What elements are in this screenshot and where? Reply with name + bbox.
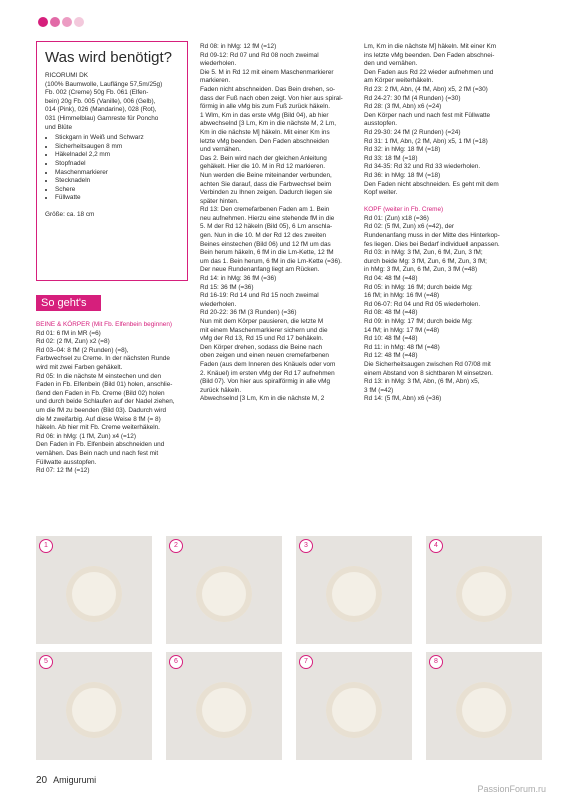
materials-list — [45, 134, 179, 203]
instruction-line: Rd 08: 48 fM (=48) — [364, 309, 418, 317]
instruction-line: Rd 09: in hMg: 17 fM; durch beide Mg: — [364, 318, 473, 325]
instruction-line: die M zweifarbig. Auf diese Weise 8 fM (= 8) — [36, 415, 161, 423]
instruction-line: mit einem Maschenmarkierer sichern und die — [200, 326, 328, 334]
instruction-line: wird mit zwei Farben gehäkelt. — [36, 363, 123, 371]
instruction-line: Rd 10: 48 fM (=48) — [364, 335, 418, 343]
instruction-line: Bein herum häkeln, 6 fM in die Lm-Kette, 12 fM — [200, 249, 334, 257]
instruction-line: und durch beide Schlaufen auf der Nadel ziehen, — [36, 398, 175, 406]
step-photo — [296, 536, 412, 644]
instruction-line: Rd 12: 48 fM (=48) — [364, 352, 418, 360]
yarn-piece — [66, 566, 122, 622]
instruction-line: und vernähen. — [200, 146, 241, 154]
instruction-line: vernähen. Das Bein nach und nach fest mit — [36, 449, 159, 457]
instruction-line: Füllwatte ausstopfen. — [36, 458, 97, 466]
instruction-line: (Bild 07). Von hier aus spiralförmig in alle vMg — [200, 378, 330, 386]
instruction-line: Rd 13: in hMg: 3 fM, Abn, (6 fM, Abn) x5, — [364, 378, 480, 386]
size-text: Größe: ca. 18 cm — [45, 210, 95, 218]
materials-line: Fb. 002 (Creme) 50g Fb. 061 (Elfen- — [45, 89, 149, 97]
instruction-line: Rd 11: in hMg: 48 fM (=48) — [364, 343, 440, 351]
instruction-line: abwechselnd [3 Lm, Km in die nächste M, 2 Lm, — [200, 120, 337, 128]
instruction-line: Rd 05: In die nächste M einstechen und den — [36, 372, 162, 380]
instruction-line: achten Sie darauf, dass die Farbwechsel beim — [200, 180, 332, 188]
instruction-line: Rd 23: 2 fM, Abn, (4 fM, Abn) x5, 2 fM (=30) — [364, 85, 488, 93]
instruction-line: ausstopfen. — [364, 120, 398, 128]
instruction-line: später hinten. — [200, 197, 239, 205]
instruction-line: Abwechselnd [3 Lm, Km in die nächste M, 2 — [200, 395, 325, 403]
instruction-line: durch beide Mg: 3 fM, Zun, 6 fM, Zun, 3 fM; — [364, 257, 487, 265]
materials-line: bein) 20g Fb. 005 (Vanille), 006 (Gelb), — [45, 97, 156, 105]
instruction-line: Rd 33: 18 fM (=18) — [364, 154, 418, 162]
instruction-line: 16 fM; in hMg: 16 fM (=48) — [364, 292, 440, 300]
instruction-line: Verbinden zu Ihnen zeigen. Dadurch liegen sie — [200, 189, 333, 197]
materials-line: 014 (Pink), 026 (Mandarine), 028 (Rot), — [45, 106, 157, 114]
instructions-column-3 — [364, 43, 534, 404]
instruction-line: wiederholen. — [200, 60, 237, 68]
instruction-line: letzte vMg beenden. Den Faden abschneiden — [200, 137, 329, 145]
step-number: 5 — [39, 655, 53, 669]
materials-line: 031 (Himmelblau) Garnreste für Poncho — [45, 114, 159, 122]
instruction-line: markieren. — [200, 77, 231, 85]
instruction-line: Rd 07: 12 fM (=12) — [36, 467, 90, 475]
instruction-line: Rd 36: in hMg: 18 fM (=18) — [364, 171, 441, 179]
instruction-line: Rd 20-22: 36 fM (3 Runden) (=36) — [200, 309, 297, 317]
instruction-line: Rd 16-19: Rd 14 und Rd 15 noch zweimal — [200, 292, 319, 300]
instruction-line: vMg der Rd 13, Rd 15 und Rd 17 behäkeln. — [200, 335, 324, 343]
instruction-line: Rd 01: 6 fM in MR (=6) — [36, 329, 101, 337]
instruction-line: um das 1. Bein herum, 6 fM in die Lm-Kette (=36). — [200, 257, 342, 265]
instruction-line: häkeln. Ab hier mit Fb. Creme weiterhäkeln. — [36, 424, 160, 432]
instruction-line: Rd 08: in hMg: 12 fM (=12) — [200, 43, 277, 50]
header-dot — [74, 17, 84, 27]
instruction-line: Faden (aus dem Inneren des Knäuels oder vom — [200, 360, 336, 368]
instruction-line: zurück häkeln. — [200, 386, 242, 394]
instruction-line: Rd 02: (5 fM, Zun) x6 (=42), der — [364, 223, 455, 231]
instruction-line: Den Körper nach und nach fest mit Füllwatte — [364, 111, 491, 119]
step-photo — [426, 536, 542, 644]
instruction-line: Rd 28: (3 fM, Abn) x6 (=24) — [364, 103, 442, 111]
instruction-line: Rd 05: in hMg: 16 fM; durch beide Mg: — [364, 283, 473, 291]
materials-item: • Schere — [55, 186, 179, 195]
instruction-line: 14 fM; in hMg: 17 fM (=48) — [364, 326, 440, 334]
materials-title: Was wird benötigt? — [45, 49, 173, 66]
instruction-line: Rd 06-07: Rd 04 und Rd 05 wiederholen. — [364, 300, 481, 308]
instruction-line: Rd 34-35: Rd 32 und Rd 33 wiederholen. — [364, 163, 481, 171]
section-label: So geht's — [36, 295, 101, 311]
instruction-line: Rd 31: 1 fM, Abn, (2 fM, Abn) x5, 1 fM (=18) — [364, 137, 488, 145]
yarn-piece — [66, 682, 122, 738]
instruction-line: Den Faden in Fb. Elfenbein abschneiden und — [36, 441, 165, 449]
instruction-line: gehäkelt. Hier die 10. M in Rd 12 markieren. — [200, 163, 326, 171]
instruction-line: Die 5. M in Rd 12 mit einem Maschenmarkierer — [200, 68, 334, 76]
yarn-piece — [196, 682, 252, 738]
step-photo — [36, 536, 152, 644]
instruction-line: Rundenanfang muss in der Mitte des Hinterkop- — [364, 232, 500, 240]
step-number: 2 — [169, 539, 183, 553]
instruction-line: Km in die nächste M] häkeln. Mit einer Km ins — [200, 128, 330, 136]
instruction-line: Das 2. Bein wird nach der gleichen Anleitung — [200, 154, 327, 162]
instruction-line: Rd 04: 48 fM (=48) — [364, 275, 418, 283]
instruction-line: Farbwechsel zu Creme. In der nächsten Runde — [36, 355, 170, 363]
instruction-line: in hMg: 3 fM, Zun, 6 fM, Zun, 3 fM (=48) — [364, 266, 478, 274]
instruction-line: Den Faden aus Rd 22 wieder aufnehmen und — [364, 68, 494, 76]
instruction-line: Rd 14: in hMg: 36 fM (=36) — [200, 275, 277, 283]
footer-title: Amigurumi — [53, 775, 97, 785]
instruction-line: Rd 06: in hMg: (1 fM, Zun) x4 (=12) — [36, 432, 136, 440]
yarn-piece — [326, 566, 382, 622]
instruction-line: Rd 13: Den cremefarbenen Faden am 1. Bein — [200, 206, 330, 214]
instruction-line: Rd 09-12: Rd 07 und Rd 08 noch zweimal — [200, 51, 319, 59]
materials-line: RICORUMI DK — [45, 72, 88, 79]
instruction-line: Den Faden nicht abschneiden. Es geht mit dem — [364, 180, 499, 188]
instruction-line: fes liegen. Dies bei Bedarf individuell anpassen. — [364, 240, 500, 248]
materials-box — [36, 41, 188, 281]
instruction-line: neu aufnehmen. Hierzu eine stehende fM in die — [200, 214, 335, 222]
instruction-line: Rd 03: in hMg: 3 fM, Zun, 6 fM, Zun, 3 fM; — [364, 249, 483, 257]
instructions-column-2 — [200, 43, 352, 404]
instruction-line: um die fM zu beenden (Bild 03). Dadurch wird — [36, 406, 167, 414]
watermark: PassionForum.ru — [477, 784, 546, 794]
materials-item: • Stickgarn in Weiß und Schwarz — [55, 134, 179, 143]
materials-line: (100% Baumwolle, Lauflänge 57,5m/25g) — [45, 80, 163, 88]
instruction-line: Nun mit dem Körper pausieren, die letzte M — [200, 318, 324, 325]
instruction-line: einem Abstand von 8 sichtbaren M einsetzen. — [364, 369, 493, 377]
instruction-line: 5. M der Rd 12 häkeln (Bild 05), 6 Lm anschla- — [200, 223, 333, 231]
yarn-piece — [326, 682, 382, 738]
header-dot — [62, 17, 72, 27]
materials-item: • Maschenmarkierer — [55, 169, 179, 178]
instruction-line: oben zeigen und einen neuen cremefarbenen — [200, 352, 329, 360]
instruction-line: 1 Wlm, Km in das erste vMg (Bild 04), ab hier — [200, 111, 329, 119]
yarn-piece — [196, 566, 252, 622]
materials-lines — [45, 72, 179, 132]
instruction-line: Faden nicht abschneiden. Das Bein drehen, so- — [200, 85, 335, 93]
step-photo — [426, 652, 542, 760]
step-photo — [166, 652, 282, 760]
step-number: 3 — [299, 539, 313, 553]
instruction-line: ßend den Faden in Fb. Creme (Bild 02) holen — [36, 389, 165, 397]
instruction-line: Rd 29-30: 24 fM (2 Runden) (=24) — [364, 128, 461, 136]
step-number: 8 — [429, 655, 443, 669]
step-photo — [296, 652, 412, 760]
instruction-line: KOPF (weiter in Fb. Creme) — [364, 206, 444, 214]
step-number: 7 — [299, 655, 313, 669]
instruction-line: am Körper weiterhäkeln. — [364, 77, 434, 85]
footer — [36, 775, 96, 786]
instruction-line: dass der Fuß nach oben zeigt. Von hier aus spiral- — [200, 94, 343, 102]
page-number: 20 — [36, 775, 48, 786]
instructions-column-1 — [36, 321, 188, 476]
instruction-line: BEINE & KÖRPER (Mit Fb. Elfenbein beginnen) — [36, 321, 173, 328]
step-photo — [36, 652, 152, 760]
step-number: 1 — [39, 539, 53, 553]
instruction-line: Rd 02: (2 fM, Zun) x2 (=8) — [36, 338, 110, 346]
step-photo — [166, 536, 282, 644]
instruction-line: Der neue Rundenanfang liegt am Rücken. — [200, 266, 320, 274]
instruction-line: förmig in alle vMg bis zum Fuß zurück häkeln. — [200, 103, 330, 111]
instruction-line: 2. Knäuel) im ersten vMg der Rd 17 aufnehmen — [200, 369, 335, 377]
instruction-line: Rd 32: in hMg: 18 fM (=18) — [364, 146, 441, 154]
instruction-line: Kopf weiter. — [364, 189, 398, 197]
header-dots — [38, 17, 84, 27]
instruction-line: Die Sicherheitsaugen zwischen Rd 07/08 mit — [364, 360, 491, 368]
materials-item: • Füllwatte — [55, 194, 179, 203]
materials-line: und Blüte — [45, 123, 73, 131]
instruction-line: Rd 01: (Zun) x18 (=36) — [364, 214, 429, 222]
instruction-line: gen. Nun in die 10. M der Rd 12 des zweiten — [200, 232, 327, 240]
instruction-line: Faden in Fb. Elfenbein (Bild 01) holen, anschlie- — [36, 381, 173, 389]
step-number: 6 — [169, 655, 183, 669]
header-dot — [38, 17, 48, 27]
materials-item: • Häkelnadel 2,2 mm — [55, 151, 179, 160]
materials-item: • Stopfnadel — [55, 160, 179, 169]
step-number: 4 — [429, 539, 443, 553]
instruction-line: den und vernähen. — [364, 60, 418, 68]
instruction-line: Lm, Km in die nächste M] häkeln. Mit einer Km — [364, 43, 497, 50]
instruction-line: ins letzte vMg beenden. Den Faden abschnei- — [364, 51, 495, 59]
instruction-line: Nun werden die Beine miteinander verbunden, — [200, 171, 332, 179]
instruction-line: Rd 15: 36 fM (=36) — [200, 283, 254, 291]
instruction-line: wiederholen. — [200, 300, 237, 308]
instruction-line: Beines einstechen (Bild 06) und 12 fM um das — [200, 240, 331, 248]
header-dot — [50, 17, 60, 27]
instruction-line: 3 fM (=42) — [364, 386, 394, 394]
materials-item: • Sicherheitsaugen 8 mm — [55, 143, 179, 152]
materials-item: • Stecknadeln — [55, 177, 179, 186]
instruction-line: Den Körper drehen, sodass die Beine nach — [200, 343, 323, 351]
instruction-line — [364, 198, 534, 207]
instruction-line: Rd 03–04: 8 fM (2 Runden) (=8), — [36, 346, 129, 354]
instruction-line: Rd 14: (5 fM, Abn) x6 (=36) — [364, 395, 442, 403]
yarn-piece — [456, 682, 512, 738]
instruction-line: Rd 24-27: 30 fM (4 Runden) (=30) — [364, 94, 461, 102]
yarn-piece — [456, 566, 512, 622]
